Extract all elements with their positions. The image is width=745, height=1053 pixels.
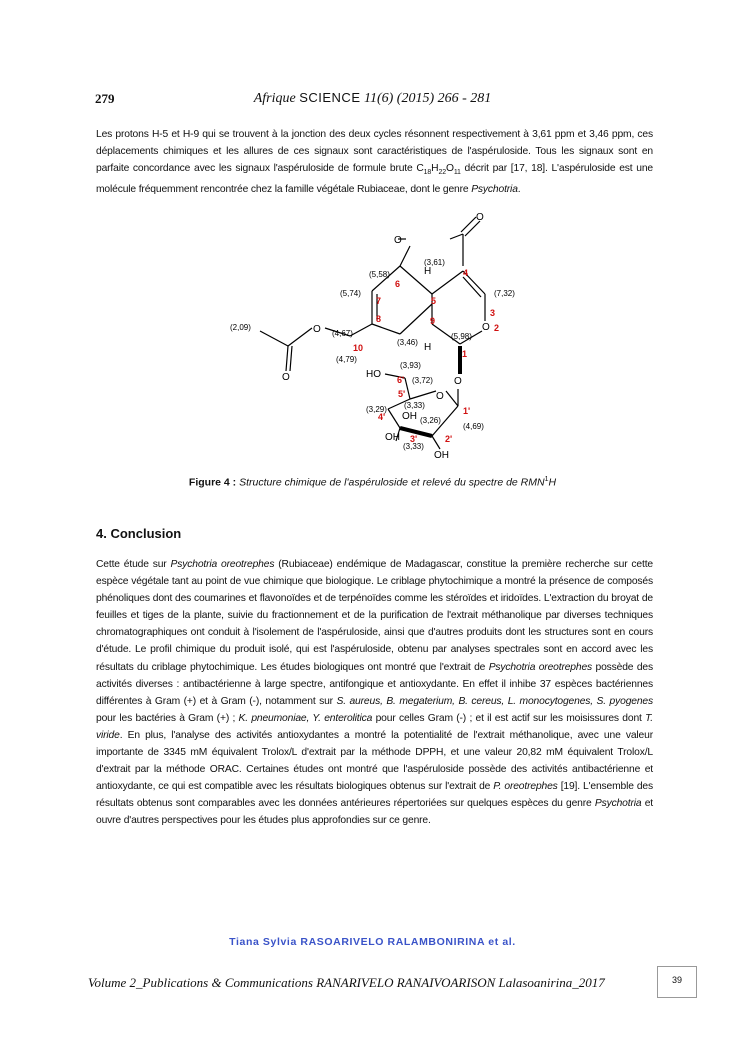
svg-text:(3,33): (3,33) <box>403 442 424 451</box>
svg-text:H: H <box>424 342 432 353</box>
svg-text:(7,32): (7,32) <box>494 289 515 298</box>
svg-text:(5,98): (5,98) <box>451 332 472 341</box>
journal-header <box>0 90 745 107</box>
svg-text:10: 10 <box>353 343 364 353</box>
svg-text:O: O <box>454 376 462 387</box>
svg-text:O: O <box>482 322 490 333</box>
page-box-number: 39 <box>671 975 682 985</box>
svg-text:H: H <box>424 266 432 277</box>
svg-text:(2,09): (2,09) <box>230 323 251 332</box>
svg-text:(3,46): (3,46) <box>397 338 418 347</box>
svg-text:OH: OH <box>402 411 417 422</box>
asperuloside-structure <box>220 206 550 461</box>
svg-text:OH: OH <box>434 450 449 461</box>
svg-text:1: 1 <box>462 349 468 359</box>
page-number: 279 <box>95 91 115 106</box>
svg-text:O: O <box>436 391 444 402</box>
svg-text:6: 6 <box>395 279 401 289</box>
svg-text:(3,26): (3,26) <box>420 416 441 425</box>
svg-text:3': 3' <box>410 434 418 444</box>
footer-text: Volume 2_Publications & Communications RANARIVELO RANAIVOARISON Lalasoanirina_2017 <box>88 975 605 990</box>
svg-text:7: 7 <box>376 296 382 306</box>
svg-text:OH: OH <box>385 432 400 443</box>
svg-text:(3,33): (3,33) <box>404 401 425 410</box>
svg-text:8: 8 <box>376 314 382 324</box>
svg-text:2: 2 <box>494 323 500 333</box>
formula: $C_{18}H_{22}O_{11}$ <box>416 163 461 177</box>
section-title: 4. Conclusion <box>96 526 182 541</box>
svg-text:(5,58): (5,58) <box>369 270 390 279</box>
svg-text:4: 4 <box>463 268 469 278</box>
author-line: Tiana Sylvia RASOARIVELO RALAMBONIRINA et al. <box>229 936 516 948</box>
para1-text-a: Les protons H-5 et H-9 qui se trouvent à la jonction des deux cycles résonnent respectivement à 3,61 ppm et 3,46 ppm, ces déplacements chimiques et les allures de ces signaux sont caractéristiques de l'aspéruloside. Tous les signaux sont en parfaite concordance avec les signaux l'aspéruloside de formule brute <box>96 129 653 175</box>
svg-text:9: 9 <box>430 316 436 326</box>
svg-text:O: O <box>282 372 290 383</box>
svg-text:5: 5 <box>431 296 437 306</box>
svg-text:1': 1' <box>463 406 471 416</box>
journal-volume: 11(6) (2015) 266 - 281 <box>364 91 492 106</box>
svg-text:6': 6' <box>397 375 405 385</box>
svg-text:(5,74): (5,74) <box>340 289 361 298</box>
atom-o: O <box>476 212 484 223</box>
figure-caption: Figure 4 : Structure chimique de l'aspéruloside et relevé du spectre de RMN$^1$H <box>188 476 557 489</box>
svg-text:5': 5' <box>398 389 406 399</box>
genus-name: Psychotria <box>471 184 518 196</box>
svg-text:HO: HO <box>366 369 381 380</box>
para1-text-b: décrit par [17, 18]. L'aspéruloside est une molécule fréquemment rencontrée chez la famille végétale Rubiaceae, dont le genre <box>96 163 653 196</box>
svg-text:4': 4' <box>378 412 386 422</box>
svg-text:O: O <box>313 324 321 335</box>
svg-text:(4,67): (4,67) <box>332 329 353 338</box>
figure-caption-text: Structure chimique de l'aspéruloside et relevé du spectre de RMN <box>239 476 545 489</box>
svg-text:2': 2' <box>445 434 453 444</box>
svg-text:(3,93): (3,93) <box>400 361 421 370</box>
svg-text:(3,61): (3,61) <box>424 258 445 267</box>
paragraph-conclusion: Cette étude sur Psychotria oreotrephes (Rubiaceae) endémique de Madagascar, constitue la première recherche sur cette espèce végétale tant au point de vue chimique que biologique. Le criblage phytochimique a montré la présence de composés phénoliques dont des coumarines et flavonoïdes et de terpénoïdes comme les stéroïdes et iridoïdes. L'extraction du broyat de feuilles et tiges de la plante, suivie du fractionnement et de la purification de l'extrait méthanolique par diverses techniques chromatographiques ont conduit à l'isolement de l'aspéruloside, ainsi que d'autres produits dont les structures sont en cours d'étude. Le profil chimique du produit isolé, qui est l'aspéruloside, obtenu par analyses spectrales sont en accord avec les résultats du criblage phytochimique. Les études biologiques ont montré que l'extrait de Psychotria oreotrephes possède des activités diverses : antibactérienne à large spectre, antifongique et antioxydante. En effet il inhibe 37 espèces bactériennes différentes à Gram (+) et à Gram (-), notamment sur S. aureus, B. megaterium, B. cereus, L. monocytogenes, S. pyogenes pour les bactéries à Gram (+) ; K. pneumoniae, Y. enterolitica pour celles Gram (-) ; et il est actif sur les moisissures dont T. viride. En plus, l'analyse des activités antioxydantes a montré la potentialité de l'extrait méthanolique, avec une valeur importante de 3345 mM équivalent Trolox/L d'extrait par la méthode DPPH, et une valeur 20,82 mM équivalent Trolox/L d'extrait par la méthode ORAC. Certaines études ont montré que l'aspéruloside possède des activités antibactérienne et antioxydante, ce qui est compatible avec les résultats biologiques obtenus sur l'extrait de P. oreotrephes [19]. L'ensemble des résultats obtenus sont comparables avec les données antérieures répertoriées sur quelques espèces du genre Psychotria et ouvre d'autres perspectives pour les études plus approfondies sur ce genre. <box>96 559 654 827</box>
journal-name: Afrique <box>253 91 296 106</box>
svg-text:O: O <box>394 235 402 246</box>
figure-label: Figure 4 : <box>188 476 237 489</box>
svg-text:(3,72): (3,72) <box>412 376 433 385</box>
journal-science: SCIENCE <box>299 90 361 105</box>
page-box <box>657 966 697 998</box>
svg-text:(3,29): (3,29) <box>366 405 387 414</box>
svg-text:3: 3 <box>490 308 496 318</box>
svg-text:(4,79): (4,79) <box>336 355 357 364</box>
svg-text:(4,69): (4,69) <box>463 422 484 431</box>
paragraph-intro: Les protons H-5 et H-9 qui se trouvent à la jonction des deux cycles résonnent respectivement à 3,61 ppm et 3,46 ppm, ces déplacements chimiques et les allures de ces signaux sont caractéristiques de l'aspéruloside. Tous les signaux sont en parfaite concordance avec les signaux l'aspéruloside de formule brute $C_{18}H_{22}O_{11}$ décrit par [17, 18]. L'aspéruloside est une molécule fréquemment rencontrée chez la famille végétale Rubiaceae, dont le genre Psychotria. <box>96 129 653 196</box>
